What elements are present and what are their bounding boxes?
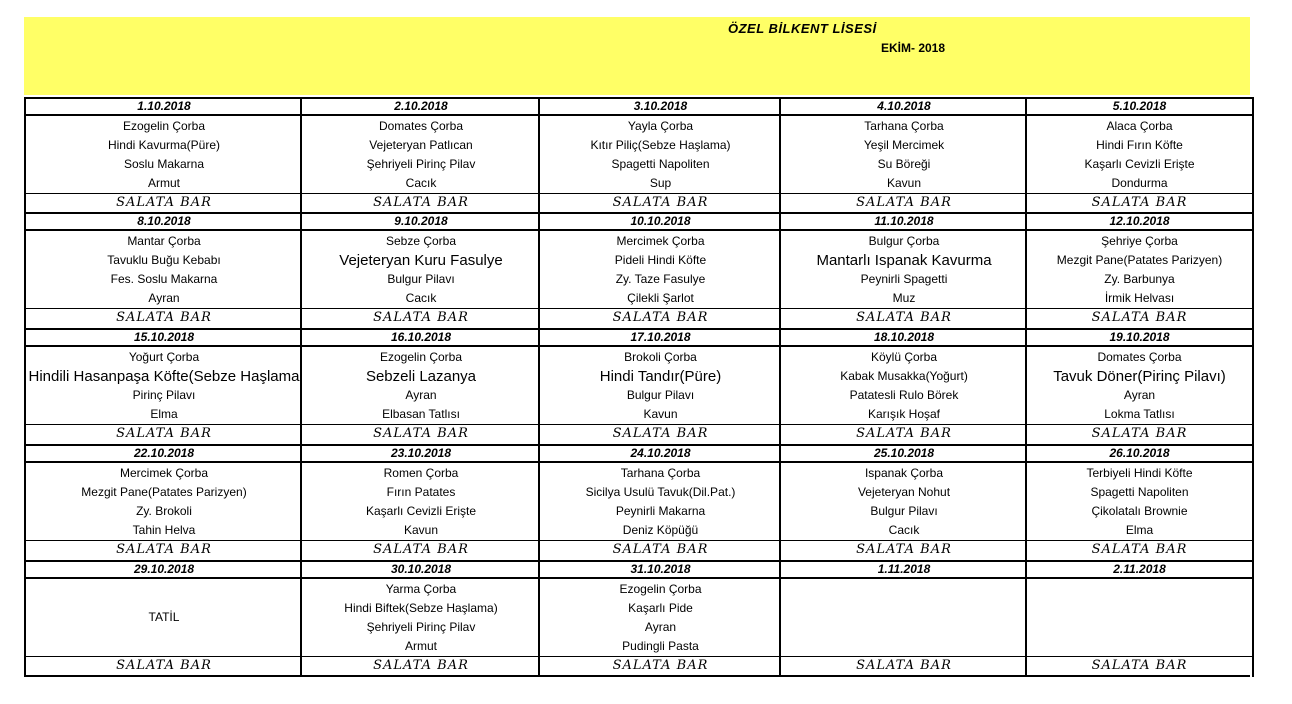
day-date: 5.10.2018 (1027, 97, 1252, 116)
menu-item: Ispanak Çorba (864, 466, 944, 480)
menu-table (24, 97, 1250, 677)
day-column (538, 97, 781, 677)
menu-item: Şehriyeli Pirinç Pilav (366, 620, 476, 634)
school-name: ÖZEL BİLKENT LİSESİ (728, 21, 877, 36)
menu-item: Spagetti Napoliten (1090, 485, 1189, 499)
salad-bar-label: SALATA BAR (26, 540, 302, 559)
menu-item: Köylü Çorba (870, 350, 938, 364)
menu-item: Vejeteryan Patlıcan (369, 138, 473, 152)
menu-item: Bulgur Çorba (868, 234, 940, 248)
salad-bar-label: SALATA BAR (781, 193, 1027, 212)
salad-bar-label: SALATA BAR (1027, 656, 1252, 675)
table-bottom-border (24, 675, 1250, 677)
menu-item: Elbasan Tatlısı (382, 407, 460, 421)
menu-item: Cacık (405, 176, 437, 190)
menu-item: Yoğurt Çorba (128, 350, 200, 364)
salad-bar-label: SALATA BAR (26, 656, 302, 675)
menu-item: Yayla Çorba (627, 119, 694, 133)
menu-item: Kaşarlı Pide (628, 601, 693, 615)
menu-item: Yarma Çorba (385, 582, 457, 596)
menu-item: Soslu Makarna (123, 157, 205, 171)
month-label: EKİM- 2018 (881, 41, 946, 55)
day-date: 2.11.2018 (1027, 560, 1252, 579)
menu-item: Ayran (644, 620, 677, 634)
menu-item: Tarhana Çorba (864, 119, 944, 133)
menu-item: Vejeteryan Kuru Fasulye (339, 252, 503, 269)
menu-item: Zy. Taze Fasulye (615, 272, 706, 286)
day-date: 30.10.2018 (302, 560, 540, 579)
salad-bar-label: SALATA BAR (540, 193, 781, 212)
menu-item: Hindi Kavurma(Püre) (107, 138, 221, 152)
day-date: 4.10.2018 (781, 97, 1027, 116)
menu-item: Fırın Patates (386, 485, 456, 499)
salad-bar-label: SALATA BAR (781, 656, 1027, 675)
salad-bar-label: SALATA BAR (26, 424, 302, 443)
menu-item: Ayran (405, 388, 437, 402)
salad-bar-label: SALATA BAR (540, 308, 781, 327)
menu-item: Domates Çorba (1097, 350, 1182, 364)
menu-item: Kaşarlı Cevizli Erişte (365, 504, 477, 518)
menu-item: Pudingli Pasta (622, 639, 699, 653)
menu-item: Mantarlı Ispanak Kavurma (816, 252, 992, 269)
menu-item: Şehriyeli Pirinç Pilav (366, 157, 476, 171)
menu-item: Tahin Helva (132, 523, 196, 537)
menu-item: Mercimek Çorba (616, 234, 705, 248)
menu-item: Ezogelin Çorba (379, 350, 463, 364)
menu-item: Vejeteryan Nohut (857, 485, 951, 499)
salad-bar-label: SALATA BAR (302, 308, 540, 327)
menu-item: Ayran (1123, 388, 1156, 402)
salad-bar-label: SALATA BAR (1027, 424, 1252, 443)
menu-item: Hindi Fırın Köfte (1096, 138, 1183, 152)
menu-item: Dondurma (1111, 176, 1168, 190)
salad-bar-label: SALATA BAR (302, 193, 540, 212)
menu-item: Kıtır Piliç(Sebze Haşlama) (590, 138, 731, 152)
day-column (300, 97, 540, 677)
menu-item: Sicilya Usulü Tavuk(Dil.Pat.) (585, 485, 736, 499)
header-banner (24, 17, 1250, 95)
menu-item: Tarhana Çorba (620, 466, 701, 480)
salad-bar-label: SALATA BAR (781, 424, 1027, 443)
menu-item: Ezogelin Çorba (122, 119, 206, 133)
menu-item: Muz (892, 291, 916, 305)
menu-item: Elma (1125, 523, 1154, 537)
day-date: 3.10.2018 (540, 97, 781, 116)
menu-item: Hindili Hasanpaşa Köfte(Sebze Haşlama (28, 368, 300, 385)
day-date: 1.11.2018 (781, 560, 1027, 579)
salad-bar-label: SALATA BAR (540, 540, 781, 559)
day-date: 24.10.2018 (540, 444, 781, 463)
menu-item: Lokma Tatlısı (1104, 407, 1175, 421)
menu-item: Mercimek Çorba (119, 466, 209, 480)
menu-item: Çikolatalı Brownie (1091, 504, 1188, 518)
menu-item: Kavun (403, 523, 439, 537)
day-date: 22.10.2018 (26, 444, 302, 463)
menu-item: Peynirli Makarna (615, 504, 706, 518)
menu-item: Ayran (148, 291, 180, 305)
menu-item: Zy. Barbunya (1104, 272, 1175, 286)
day-date: 23.10.2018 (302, 444, 540, 463)
menu-item: Kavun (643, 407, 678, 421)
day-date: 31.10.2018 (540, 560, 781, 579)
menu-item: Bulgur Pilavı (870, 504, 938, 518)
menu-item: Fes. Soslu Makarna (110, 272, 218, 286)
menu-item: Mezgit Pane(Patates Parizyen) (81, 485, 247, 499)
menu-item: Deniz Köpüğü (622, 523, 699, 537)
menu-item: Kaşarlı Cevizli Erişte (1084, 157, 1195, 171)
menu-item: Ezogelin Çorba (619, 582, 702, 596)
salad-bar-label: SALATA BAR (302, 540, 540, 559)
day-date: 19.10.2018 (1027, 328, 1252, 347)
day-column (1025, 97, 1254, 677)
menu-item: Kavun (886, 176, 922, 190)
menu-item: İrmik Helvası (1104, 291, 1175, 305)
day-date: 8.10.2018 (26, 212, 302, 231)
menu-item: Çilekli Şarlot (627, 291, 694, 305)
salad-bar-label: SALATA BAR (302, 424, 540, 443)
salad-bar-label: SALATA BAR (302, 656, 540, 675)
day-date: 29.10.2018 (26, 560, 302, 579)
day-date: 26.10.2018 (1027, 444, 1252, 463)
day-column (24, 97, 302, 677)
menu-item: Terbiyeli Hindi Köfte (1086, 466, 1193, 480)
menu-item: Spagetti Napoliten (611, 157, 710, 171)
menu-item: Su Böreği (877, 157, 931, 171)
menu-item: Patatesli Rulo Börek (849, 388, 959, 402)
menu-item: Bulgur Pilavı (387, 272, 455, 286)
menu-item: Alaca Çorba (1106, 119, 1173, 133)
salad-bar-label: SALATA BAR (540, 656, 781, 675)
menu-item: Tavuk Döner(Pirinç Pilavı) (1053, 368, 1226, 385)
menu-item: Zy. Brokoli (136, 504, 192, 518)
menu-item: Mantar Çorba (127, 234, 201, 248)
salad-bar-label: SALATA BAR (1027, 308, 1252, 327)
salad-bar-label: SALATA BAR (26, 193, 302, 212)
menu-item: Pirinç Pilavı (132, 388, 196, 402)
menu-item: Romen Çorba (383, 466, 459, 480)
menu-item: Kabak Musakka(Yoğurt) (840, 369, 968, 383)
menu-item: Mezgit Pane(Patates Parizyen) (1056, 253, 1223, 267)
day-date: 12.10.2018 (1027, 212, 1252, 231)
day-date: 15.10.2018 (26, 328, 302, 347)
menu-item: Domates Çorba (378, 119, 464, 133)
salad-bar-label: SALATA BAR (781, 308, 1027, 327)
salad-bar-label: SALATA BAR (781, 540, 1027, 559)
menu-item: Brokoli Çorba (624, 350, 697, 364)
menu-item: Hindi Biftek(Sebze Haşlama) (344, 601, 498, 615)
menu-item: Cacık (888, 523, 920, 537)
salad-bar-label: SALATA BAR (540, 424, 781, 443)
menu-item: Armut (404, 639, 437, 653)
menu-item: Elma (150, 407, 178, 421)
menu-item: Hindi Tandır(Püre) (599, 368, 722, 385)
day-date: 10.10.2018 (540, 212, 781, 231)
day-date: 9.10.2018 (302, 212, 540, 231)
menu-item: Sup (649, 176, 672, 190)
menu-item: Sebzeli Lazanya (365, 368, 477, 385)
salad-bar-label: SALATA BAR (1027, 540, 1252, 559)
menu-item: Bulgur Pilavı (626, 388, 695, 402)
salad-bar-label: SALATA BAR (26, 308, 302, 327)
menu-item: Sebze Çorba (385, 234, 457, 248)
day-date: 11.10.2018 (781, 212, 1027, 231)
day-date: 16.10.2018 (302, 328, 540, 347)
menu-item: Cacık (405, 291, 437, 305)
day-date: 1.10.2018 (26, 97, 302, 116)
menu-item: Şehriye Çorba (1101, 234, 1178, 248)
menu-item: Peynirli Spagetti (860, 272, 948, 286)
day-date: 25.10.2018 (781, 444, 1027, 463)
day-date: 2.10.2018 (302, 97, 540, 116)
menu-item: Tavuklu Buğu Kebabı (107, 253, 221, 267)
day-column (779, 97, 1027, 677)
menu-item: Karışık Hoşaf (867, 407, 941, 421)
day-date: 17.10.2018 (540, 328, 781, 347)
holiday-note: TATİL (148, 610, 180, 624)
menu-item: Yeşil Mercimek (863, 138, 945, 152)
salad-bar-label: SALATA BAR (1027, 193, 1252, 212)
day-date: 18.10.2018 (781, 328, 1027, 347)
menu-item: Armut (147, 176, 180, 190)
menu-item: Pideli Hindi Köfte (614, 253, 707, 267)
